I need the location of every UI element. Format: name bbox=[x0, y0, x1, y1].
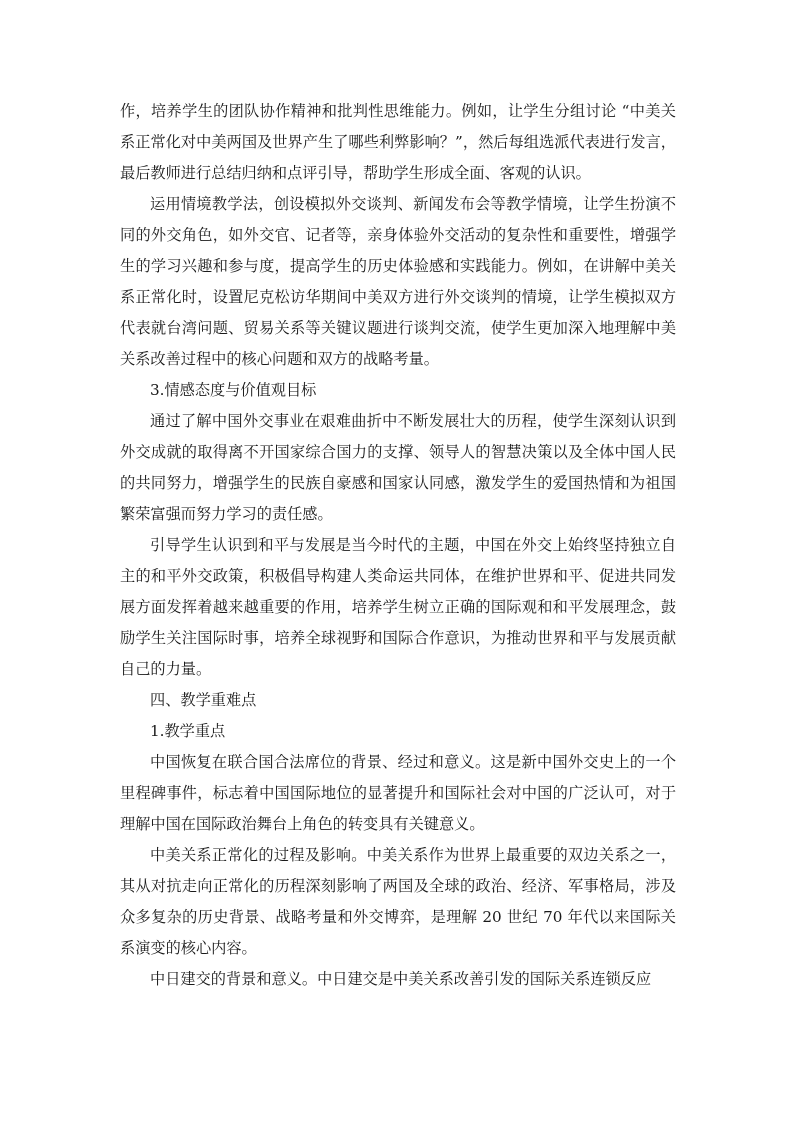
paragraph-group-work: 作，培养学生的团队协作精神和批判性思维能力。例如，让学生分组讨论 “中美关系正常化对中美两国及世界产生了哪些利弊影响？”，然后每组选派代表进行发言，最后教师进行总结归纳和点评引导，帮助学生形成全面、客观的认识。 bbox=[120, 102, 676, 182]
document-page bbox=[120, 96, 676, 995]
heading-key-difficult-points: 四、教学重难点 bbox=[150, 691, 257, 709]
heading-emotion-values-goal: 3.情感态度与价值观目标 bbox=[150, 381, 317, 399]
paragraph-un-seat: 中国恢复在联合国合法席位的背景、经过和意义。这是新中国外交史上的一个里程碑事件，标志着中国国际地位的显著提升和国际社会对中国的广泛认可，对于理解中国在国际政治舞台上角色的转变具有关键意义。 bbox=[120, 753, 676, 833]
paragraph-sino-us-normalization: 中美关系正常化的过程及影响。中美关系作为世界上最重要的双边关系之一，其从对抗走向正常化的历程深刻影响了两国及全球的政治、经济、军事格局，涉及众多复杂的历史背景、战略考量和外交博弈，是理解 20 世纪 70 年代以来国际关系演变的核心内容。 bbox=[120, 846, 676, 957]
paragraph-situational-teaching: 运用情境教学法，创设模拟外交谈判、新闻发布会等教学情境，让学生扮演不同的外交角色，如外交官、记者等，亲身体验外交活动的复杂性和重要性，增强学生的学习兴趣和参与度，提高学生的历史体验感和实践能力。例如，在讲解中美关系正常化时，设置尼克松访华期间中美双方进行外交谈判的情境，让学生模拟双方代表就台湾问题、贸易关系等关键议题进行谈判交流，使学生更加深入地理解中美关系改善过程中的核心问题和双方的战略考量。 bbox=[120, 195, 676, 368]
paragraph-peace-development: 引导学生认识到和平与发展是当今时代的主题，中国在外交上始终坚持独立自主的和平外交政策，积极倡导构建人类命运共同体，在维护世界和平、促进共同发展方面发挥着越来越重要的作用，培养学生树立正确的国际观和和平发展理念，鼓励学生关注国际时事，培养全球视野和国际合作意识，为推动世界和平与发展贡献自己的力量。 bbox=[120, 536, 676, 678]
paragraph-diplomacy-achievements: 通过了解中国外交事业在艰难曲折中不断发展壮大的历程，使学生深刻认识到外交成就的取得离不开国家综合国力的支撑、领导人的智慧决策以及全体中国人民的共同努力，增强学生的民族自豪感和国家认同感，激发学生的爱国热情和为祖国繁荣富强而努力学习的责任感。 bbox=[120, 412, 676, 523]
paragraph-sino-japan-relations: 中日建交的背景和意义。中日建交是中美关系改善引发的国际关系连锁反应 bbox=[150, 970, 652, 988]
heading-teaching-focus: 1.教学重点 bbox=[150, 722, 226, 740]
